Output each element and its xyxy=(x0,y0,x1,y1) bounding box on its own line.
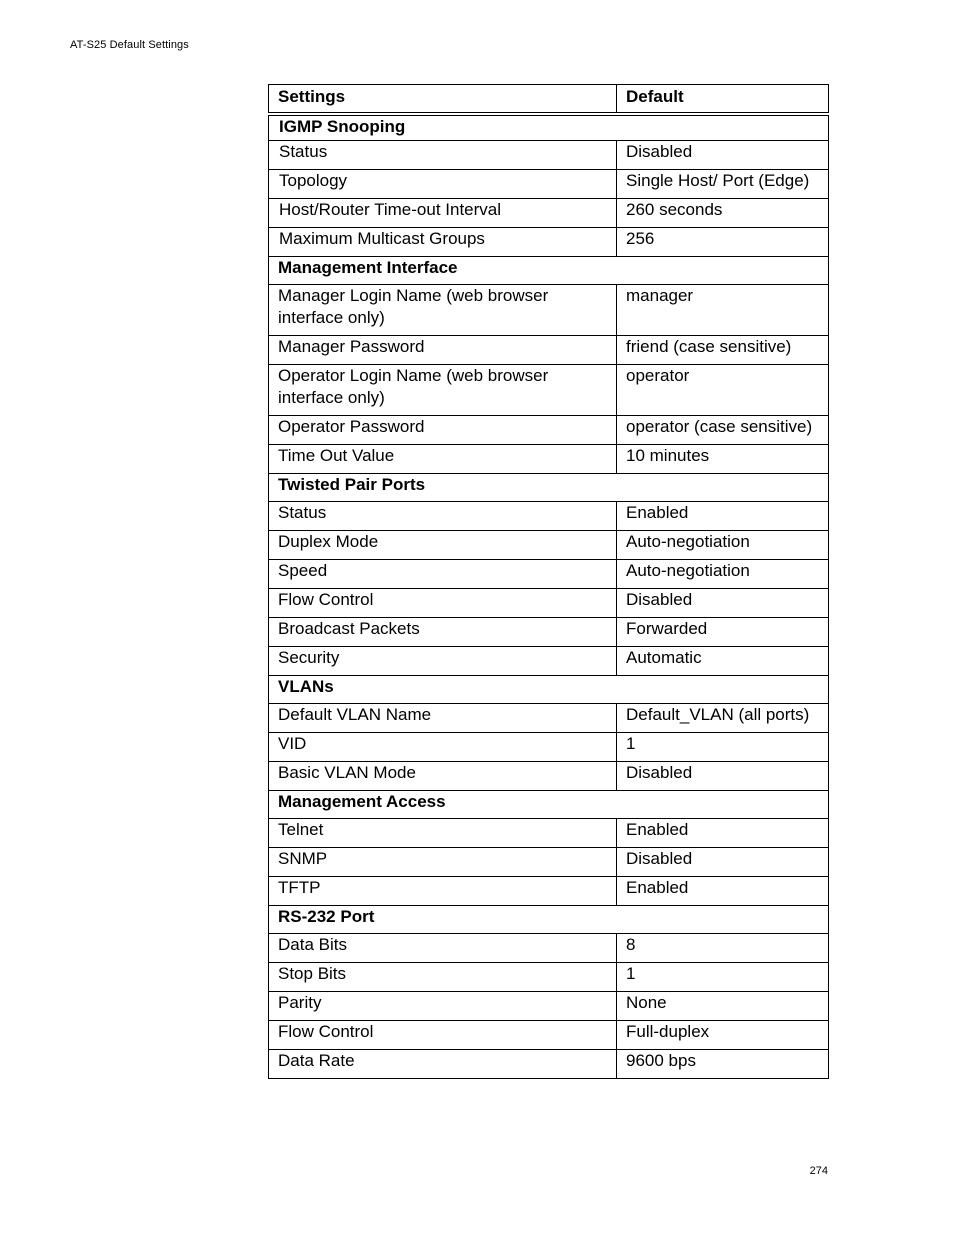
section-title: IGMP Snooping xyxy=(269,114,829,141)
setting-name-cell: Status xyxy=(269,502,617,531)
column-header-settings: Settings xyxy=(269,85,617,115)
table-row xyxy=(269,228,829,257)
running-header: AT-S25 Default Settings xyxy=(70,39,189,51)
table-row xyxy=(269,336,829,365)
table-row xyxy=(269,416,829,445)
default-value-cell: 1 xyxy=(617,733,829,762)
table-row xyxy=(269,589,829,618)
setting-name-cell: SNMP xyxy=(269,848,617,877)
table-row xyxy=(269,733,829,762)
table-row xyxy=(269,819,829,848)
default-value-cell: None xyxy=(617,992,829,1021)
default-value-cell: Single Host/ Port (Edge) xyxy=(617,170,829,199)
section-title: Twisted Pair Ports xyxy=(269,474,829,502)
table-row xyxy=(269,365,829,416)
section-row xyxy=(269,676,829,704)
setting-name-cell: Duplex Mode xyxy=(269,531,617,560)
table-row xyxy=(269,704,829,733)
default-value-cell: Automatic xyxy=(617,647,829,676)
table-row xyxy=(269,560,829,589)
table-row xyxy=(269,762,829,791)
table-row xyxy=(269,285,829,336)
setting-name-cell: Security xyxy=(269,647,617,676)
section-row xyxy=(269,114,829,141)
default-value-cell: operator xyxy=(617,365,829,416)
setting-name-cell: Data Bits xyxy=(269,934,617,963)
setting-name-cell: Maximum Multicast Groups xyxy=(269,228,617,257)
default-value-cell: Enabled xyxy=(617,819,829,848)
default-value-cell: Full-duplex xyxy=(617,1021,829,1050)
table-row xyxy=(269,934,829,963)
setting-name-cell: Flow Control xyxy=(269,589,617,618)
setting-name-cell: Stop Bits xyxy=(269,963,617,992)
setting-name-cell: Topology xyxy=(269,170,617,199)
default-value-cell: operator (case sensitive) xyxy=(617,416,829,445)
default-value-cell: manager xyxy=(617,285,829,336)
setting-name-cell: Data Rate xyxy=(269,1050,617,1079)
setting-name-cell: Operator Password xyxy=(269,416,617,445)
default-value-cell: 260 seconds xyxy=(617,199,829,228)
setting-name-cell: Broadcast Packets xyxy=(269,618,617,647)
default-value-cell: Default_VLAN (all ports) xyxy=(617,704,829,733)
default-value-cell: Enabled xyxy=(617,877,829,906)
setting-name-cell: Host/Router Time-out Interval xyxy=(269,199,617,228)
setting-name-cell: Default VLAN Name xyxy=(269,704,617,733)
table-row xyxy=(269,848,829,877)
table-row xyxy=(269,531,829,560)
setting-name-cell: Speed xyxy=(269,560,617,589)
setting-name-cell: Time Out Value xyxy=(269,445,617,474)
section-title: Management Interface xyxy=(269,257,829,285)
setting-name-cell: Basic VLAN Mode xyxy=(269,762,617,791)
setting-name-cell: Status xyxy=(269,141,617,170)
table-row xyxy=(269,647,829,676)
section-row xyxy=(269,906,829,934)
table-row xyxy=(269,1021,829,1050)
default-value-cell: Disabled xyxy=(617,762,829,791)
setting-name-cell: VID xyxy=(269,733,617,762)
table-row xyxy=(269,877,829,906)
section-title: VLANs xyxy=(269,676,829,704)
default-value-cell: friend (case sensitive) xyxy=(617,336,829,365)
table-row xyxy=(269,141,829,170)
default-value-cell: 9600 bps xyxy=(617,1050,829,1079)
table-row xyxy=(269,502,829,531)
table-row xyxy=(269,1050,829,1079)
setting-name-cell: Manager Password xyxy=(269,336,617,365)
table-row xyxy=(269,992,829,1021)
setting-name-cell: Flow Control xyxy=(269,1021,617,1050)
section-row xyxy=(269,791,829,819)
table-row xyxy=(269,170,829,199)
table-body xyxy=(269,114,829,1079)
default-value-cell: Forwarded xyxy=(617,618,829,647)
setting-name-cell: Operator Login Name (web browser interface only) xyxy=(269,365,617,416)
section-title: RS-232 Port xyxy=(269,906,829,934)
section-row xyxy=(269,257,829,285)
table-row xyxy=(269,445,829,474)
table-row xyxy=(269,199,829,228)
default-value-cell: Auto-negotiation xyxy=(617,560,829,589)
default-value-cell: 10 minutes xyxy=(617,445,829,474)
setting-name-cell: Telnet xyxy=(269,819,617,848)
section-row xyxy=(269,474,829,502)
page-number: 274 xyxy=(809,1165,828,1177)
setting-name-cell: TFTP xyxy=(269,877,617,906)
default-value-cell: Disabled xyxy=(617,141,829,170)
default-value-cell: Auto-negotiation xyxy=(617,531,829,560)
setting-name-cell: Parity xyxy=(269,992,617,1021)
default-value-cell: Enabled xyxy=(617,502,829,531)
table-row xyxy=(269,963,829,992)
default-value-cell: 1 xyxy=(617,963,829,992)
table-row xyxy=(269,618,829,647)
default-value-cell: 8 xyxy=(617,934,829,963)
section-title: Management Access xyxy=(269,791,829,819)
setting-name-cell: Manager Login Name (web browser interface only) xyxy=(269,285,617,336)
table-header-row xyxy=(269,85,829,115)
default-settings-table xyxy=(268,84,829,1079)
column-header-default: Default xyxy=(617,85,829,115)
default-value-cell: Disabled xyxy=(617,589,829,618)
default-value-cell: Disabled xyxy=(617,848,829,877)
default-value-cell: 256 xyxy=(617,228,829,257)
